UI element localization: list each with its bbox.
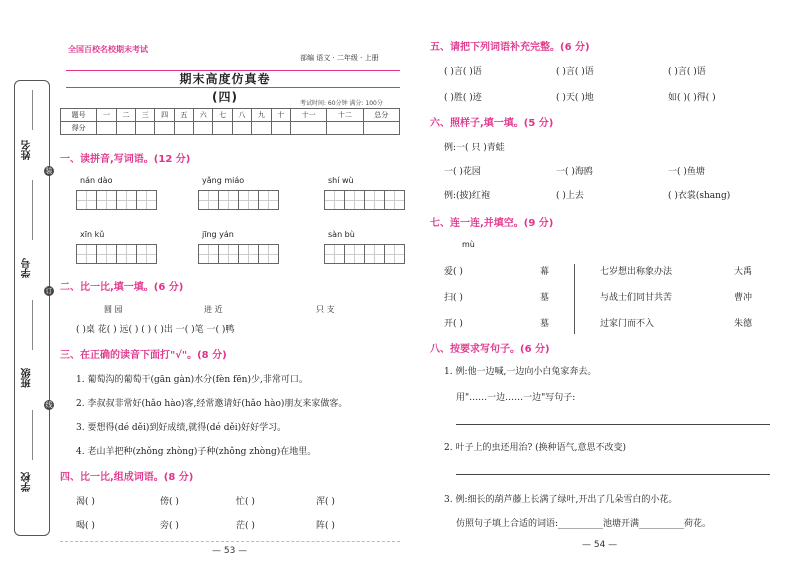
char-pair: 进 近 — [204, 305, 223, 314]
section-3-heading: 三、在正确的读音下面打"√"。(8 分) — [60, 350, 227, 361]
person-name[interactable]: 朱德 — [734, 319, 753, 329]
answer-line[interactable] — [456, 474, 770, 475]
score-row — [61, 122, 400, 135]
question-item: 4. 老山羊把种(zhǒng zhòng)子种(zhǒng zhòng)在地里。 — [76, 447, 317, 457]
score-header-cell: 八 — [232, 109, 251, 122]
match-char[interactable]: 墓 — [540, 319, 550, 329]
score-cell[interactable] — [327, 122, 363, 135]
section-5-heading: 五、请把下列词语补充完整。(6 分) — [430, 42, 590, 53]
score-header-cell: 三 — [136, 109, 155, 122]
score-header-cell: 六 — [194, 109, 213, 122]
class-label: 班级 — [22, 368, 33, 388]
person-name[interactable]: 曹冲 — [734, 293, 753, 303]
score-cell[interactable] — [194, 122, 213, 135]
word-blank[interactable]: 渴( ) — [76, 497, 95, 507]
fill-line[interactable]: ( )桌 花( ) 远( ) ( ) ( )出 一( )笔 一( )鸭 — [76, 325, 235, 335]
binding-dot: 线 — [45, 401, 53, 409]
idiom-blank[interactable]: ( )言( )语 — [444, 67, 482, 77]
footer-rule — [60, 541, 400, 542]
score-header-cell: 十二 — [327, 109, 363, 122]
score-header-cell: 九 — [252, 109, 271, 122]
writing-grid[interactable] — [198, 190, 278, 210]
binding-dot: 装 — [45, 167, 53, 175]
idiom-blank[interactable]: ( )胜( )迹 — [444, 93, 482, 103]
class-line — [32, 300, 33, 350]
match-left[interactable]: 扫( ) — [444, 293, 463, 303]
pinyin-label: jīng yán — [202, 230, 234, 239]
score-header-cell: 二 — [116, 109, 135, 122]
writing-grid[interactable] — [324, 244, 404, 264]
question-item: 1. 例:他一边喊,一边向小白兔家奔去。 — [444, 367, 597, 377]
score-cell[interactable] — [116, 122, 135, 135]
measure-blank[interactable]: 一( )花园 — [444, 167, 481, 177]
word-blank[interactable]: 浑( ) — [316, 497, 335, 507]
pinyin-label: mù — [462, 240, 475, 249]
column-divider — [574, 264, 575, 334]
score-header-row — [61, 109, 400, 122]
measure-blank[interactable]: 一( )海鸥 — [556, 167, 593, 177]
id-line — [32, 180, 33, 240]
match-left[interactable]: 爱( ) — [444, 267, 463, 277]
score-cell[interactable] — [136, 122, 155, 135]
char-pair: 只 支 — [316, 305, 335, 314]
section-6-heading: 六、照样子,填一填。(5 分) — [430, 118, 554, 129]
question-hint: 用"……一边……一边"写句子: — [456, 393, 576, 403]
writing-grid[interactable] — [76, 244, 156, 264]
school-label: 学校 — [22, 472, 33, 492]
pinyin-label: nán dào — [80, 176, 113, 185]
answer-line[interactable] — [456, 424, 770, 425]
writing-grid[interactable] — [198, 244, 278, 264]
score-header-cell: 五 — [174, 109, 193, 122]
question-item: 2. 叶子上的虫还用治? (换种语气,意思不改变) — [444, 443, 627, 453]
section-8-heading: 八、按要求写句子。(6 分) — [430, 344, 550, 355]
score-cell[interactable] — [290, 122, 326, 135]
score-header-cell: 十一 — [290, 109, 326, 122]
section-4-heading: 四、比一比,组成词语。(8 分) — [60, 472, 194, 483]
edition-text: 部编 语文 · 二年级 · 上册 — [300, 54, 379, 62]
binding-dot: 订 — [45, 287, 53, 295]
question-item: 1. 葡萄沟的葡萄干(gān gàn)水分(fèn fēn)少,非常可口。 — [76, 375, 308, 385]
writing-grid[interactable] — [76, 190, 156, 210]
page-number-right: — 54 — — [582, 540, 618, 550]
page-title: 期末高度仿真卷(四) — [179, 72, 271, 104]
idiom-blank[interactable]: ( )言( )语 — [556, 67, 594, 77]
question-item: 2. 李叔叔非常好(hǎo hào)客,经常邀请好(hǎo hào)朋友来家做客。 — [76, 399, 348, 409]
score-cell[interactable] — [97, 122, 116, 135]
example-text: 例:一( 只 )青蛙 — [444, 143, 505, 153]
score-cell[interactable] — [174, 122, 193, 135]
score-cell[interactable] — [155, 122, 174, 135]
idiom-blank[interactable]: ( )天( )地 — [556, 93, 594, 103]
word-blank[interactable]: 忙( ) — [236, 497, 255, 507]
word-blank[interactable]: 旁( ) — [160, 521, 179, 531]
writing-grid[interactable] — [324, 190, 404, 210]
score-cell[interactable] — [232, 122, 251, 135]
score-header-cell: 一 — [97, 109, 116, 122]
story-text[interactable]: 七岁想出称象办法 — [600, 267, 673, 277]
char-pair: 圆 园 — [104, 305, 123, 314]
match-left[interactable]: 开( ) — [444, 319, 463, 329]
brand-text: 全国百校名校期末考试 — [68, 45, 148, 54]
word-blank[interactable]: 喝( ) — [76, 521, 95, 531]
idiom-blank[interactable]: ( )言( )语 — [668, 67, 706, 77]
verb-blank[interactable]: ( )上去 — [556, 191, 584, 201]
score-cell[interactable] — [252, 122, 271, 135]
idiom-blank[interactable]: 如( )( )得( ) — [668, 93, 716, 103]
score-header-cell: 七 — [213, 109, 232, 122]
story-text[interactable]: 与战士们同甘共苦 — [600, 293, 673, 303]
score-header-cell: 题号 — [61, 109, 97, 122]
match-char[interactable]: 幕 — [540, 267, 550, 277]
score-header-cell: 四 — [155, 109, 174, 122]
pinyin-label: xīn kǔ — [80, 230, 105, 239]
score-cell[interactable] — [363, 122, 399, 135]
score-header-cell: 总分 — [363, 109, 399, 122]
name-line — [32, 90, 33, 130]
score-row-label: 得分 — [61, 122, 97, 135]
measure-blank[interactable]: 一( )鱼塘 — [668, 167, 705, 177]
word-blank[interactable]: 茫( ) — [236, 521, 255, 531]
section-2-heading: 二、比一比,填一填。(6 分) — [60, 282, 184, 293]
section-7-heading: 七、连一连,并填空。(9 分) — [430, 218, 554, 229]
name-label: 姓名 — [22, 140, 33, 160]
question-hint[interactable]: 仿照句子填上合适的词语:__________池塘开满__________荷花。 — [456, 519, 712, 529]
score-header-cell: 十 — [271, 109, 290, 122]
question-item: 3. 例:细长的葫芦藤上长满了绿叶,开出了几朵雪白的小花。 — [444, 495, 678, 505]
pinyin-label: sàn bù — [328, 230, 355, 239]
page-number-left: — 53 — — [212, 546, 248, 556]
person-name[interactable]: 大禹 — [734, 267, 753, 277]
word-blank[interactable]: 阵( ) — [316, 521, 335, 531]
score-cell[interactable] — [213, 122, 232, 135]
pinyin-label: yǎng miáo — [202, 176, 245, 185]
score-cell[interactable] — [271, 122, 290, 135]
verb-blank[interactable]: ( )衣裳(shang) — [668, 191, 731, 201]
story-text[interactable]: 过家门而不入 — [600, 319, 655, 329]
example-text: 例:(披)红袍 — [444, 191, 491, 201]
school-line — [32, 410, 33, 460]
id-label: 学号 — [22, 258, 33, 278]
section-1-heading: 一、读拼音,写词语。(12 分) — [60, 154, 191, 165]
binding-strip — [0, 0, 56, 576]
question-item: 3. 要想得(dé děi)到好成绩,就得(dé děi)好好学习。 — [76, 423, 287, 433]
match-char[interactable]: 墓 — [540, 293, 550, 303]
exam-info: 考试时间: 60分钟 满分: 100分 — [300, 100, 383, 107]
score-table — [60, 108, 400, 135]
pinyin-label: shí wù — [328, 176, 354, 185]
word-blank[interactable]: 傍( ) — [160, 497, 179, 507]
